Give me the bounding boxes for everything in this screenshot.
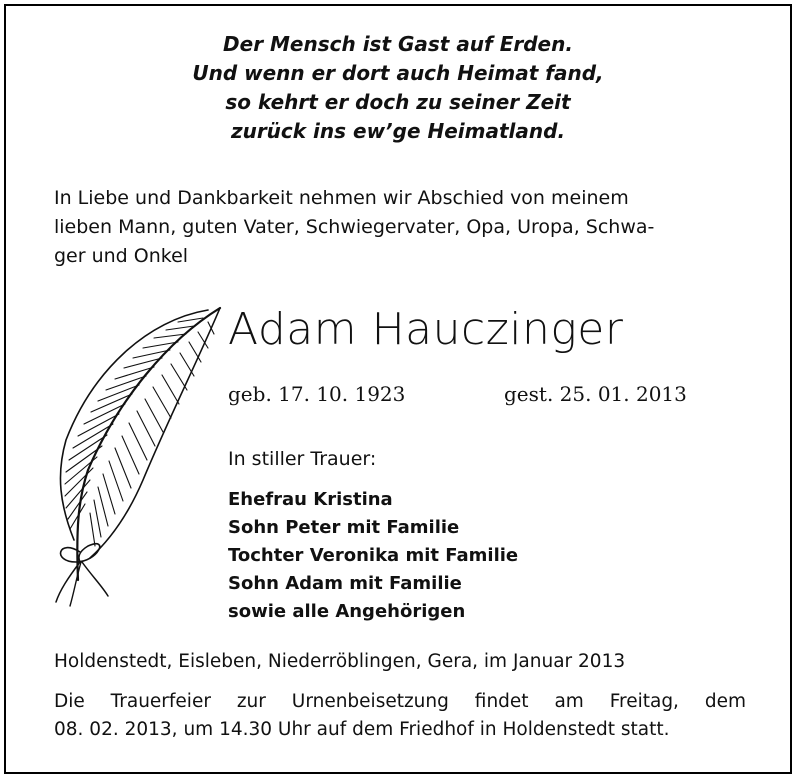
mourning-label: In stiller Trauer: (228, 448, 377, 470)
poem (0, 30, 796, 146)
ceremony-line: 08. 02. 2013, um 14.30 Uhr auf dem Friedhof in Holdenstedt statt. (54, 719, 670, 740)
deceased-name: Adam Hauczinger (228, 304, 624, 355)
intro-text (54, 184, 754, 271)
death-date: gest. 25. 01. 2013 (504, 382, 687, 406)
family-member: Ehefrau Kristina (228, 489, 393, 510)
intro-line: In Liebe und Dankbarkeit nehmen wir Abschied von meinem (54, 187, 629, 209)
family-member: Tochter Veronika mit Familie (228, 545, 519, 566)
family-list (228, 486, 518, 626)
intro-line: ger und Onkel (54, 245, 189, 267)
feather-with-ribbon-icon (48, 300, 224, 610)
poem-line: Der Mensch ist Gast auf Erden. (223, 32, 573, 56)
family-member: sowie alle Angehörigen (228, 601, 466, 622)
ceremony-notice (54, 688, 746, 744)
poem-line: so kehrt er doch zu seiner Zeit (225, 90, 571, 114)
place-and-date: Holdenstedt, Eisleben, Niederröblingen, Gera, im Januar 2013 (54, 651, 626, 672)
poem-line: Und wenn er dort auch Heimat fand, (192, 61, 604, 85)
family-member: Sohn Peter mit Familie (228, 517, 460, 538)
birth-date: geb. 17. 10. 1923 (228, 382, 406, 406)
intro-line: lieben Mann, guten Vater, Schwiegervater, Opa, Uropa, Schwa- (54, 216, 655, 238)
family-member: Sohn Adam mit Familie (228, 573, 462, 594)
poem-line: zurück ins ew’ge Heimatland. (230, 119, 566, 143)
ceremony-line: Die Trauerfeier zur Urnenbeisetzung findet am Freitag, dem (54, 691, 746, 712)
